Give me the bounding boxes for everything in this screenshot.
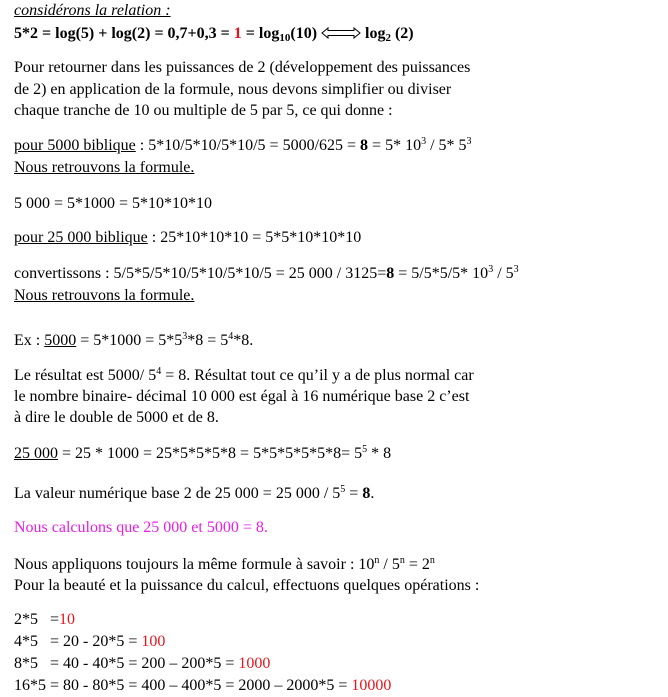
calc-row: 4*5 = 20 - 20*5 = 100	[14, 633, 166, 650]
intro-heading: considérons la relation :	[14, 2, 171, 19]
convert-line: convertissons : 5/5*5/5*10/5*10/5*10/5 = 25 000 / 3125=8 = 5/5*5/5* $10^3 / 5^3$	[14, 264, 519, 282]
log-relation: $5*2 = \log(5) + \log(2) = 0,7+0,3 = 1 = \log_{10}(10)$ $\log_2 (2)$	[14, 25, 414, 44]
expansion-25000: 25 $000 = 25 * 1000 = 25*5*5*5*8 = 5*5*5*5*5*8= 5^5 * 8$	[14, 444, 392, 462]
paragraph-line: Pour retourner dans les puissances de 2 (développement des puissances	[14, 59, 471, 76]
operations-intro: Pour la beauté et la puissance du calcul, effectuons quelques opérations :	[14, 577, 480, 594]
calc-row: 2*5 =10	[14, 611, 76, 628]
double-arrow-icon	[321, 27, 361, 39]
paragraph-line: de 2) en application de la formule, nous devons simplifier ou diviser	[14, 81, 452, 98]
example-line: Ex : $5000 = 5*1000 = 5*5^3*8 = 5^4*8$.	[14, 331, 254, 349]
result-paragraph-line: le nombre binaire- décimal 10 000 est égal à 16 numérique base 2 c’est	[14, 388, 470, 405]
paragraph-line: chaque tranche de 10 ou multiple de 5 par 5, ce qui donne :	[14, 102, 393, 119]
formula-note: Nous retrouvons la formule.	[14, 287, 195, 304]
highlight-line: Nous calculons que 25 000 et 5000 = 8.	[14, 519, 268, 536]
calc-25000: pour 25 000 biblique : 25*10*10*10 = 5*5*10*10*10	[14, 229, 362, 246]
result-paragraph-line: à dire le double de 5000 et de 8.	[14, 409, 219, 426]
base2-value: La valeur numérique base 2 de 25 000 = 25 $000 / 5^5 = 8$.	[14, 484, 375, 502]
formula-line: Nous appliquons toujours la même formule à savoir : $10^n / 5^n = 2^n$	[14, 555, 435, 573]
result-paragraph-line: Le résultat est 5000/ $5^4 = 8$. Résultat tout ce qu’il y a de plus normal car	[14, 366, 474, 384]
expansion-5000: 5 000 = 5*1000 = 5*10*10*10	[14, 195, 213, 212]
calc-5000: pour 5000 biblique : 5*10/5*10/5*10/5 = 5000/625 = 8 = 5* $10^3 / 5*$ $5^3$	[14, 136, 472, 154]
calc-row: 16*5 = 80 - 80*5 = 400 – 400*5 = 2000 – 2000*5 = 10000	[14, 677, 392, 694]
formula-note: Nous retrouvons la formule.	[14, 159, 195, 176]
calc-row: 8*5 = 40 - 40*5 = 200 – 200*5 = 1000	[14, 655, 271, 672]
